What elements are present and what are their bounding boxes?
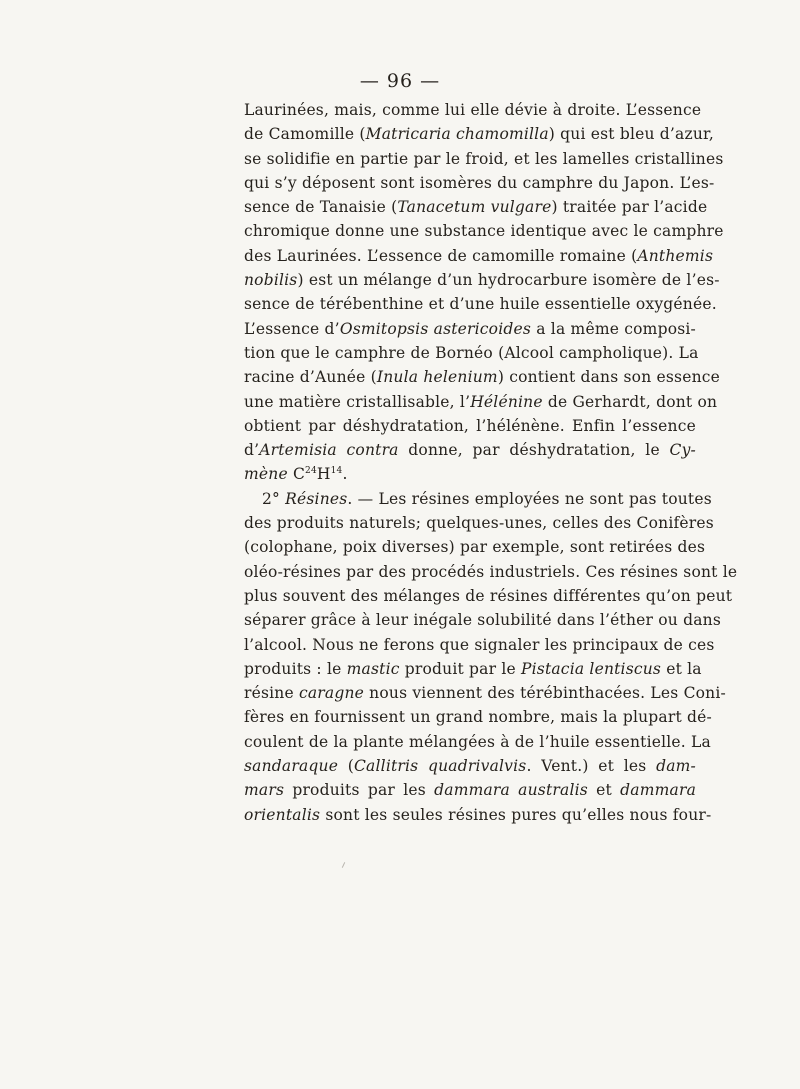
body-text [244, 98, 738, 827]
text-line: sence de Tanaisie (Tanacetum vulgare) traitée par l’acide [244, 198, 708, 217]
species-name: Tanacetum vulgare [397, 198, 552, 217]
species-name: dammara australis [434, 781, 588, 800]
text-line: de Camomille (Matricaria chamomilla) qui est bleu d’azur, [244, 125, 715, 144]
text-line: séparer grâce à leur inégale solubilité dans l’éther ou dans [244, 611, 722, 630]
compound-name: Hélénine [470, 392, 543, 411]
product-name: caragne [298, 684, 365, 703]
species-name: dammara [620, 781, 697, 800]
product-name: mars [244, 781, 285, 800]
formula-superscript: 14 [330, 466, 343, 477]
text-line: mène $C^{24}H^{14}$. [244, 465, 348, 484]
formula-superscript: 24 [305, 466, 317, 477]
text-line: une matière cristallisable, l’Hélénine de Gerhardt, dont on [244, 392, 718, 411]
text-line: résine caragne nous viennent des térébinthacées. Les Coni- [244, 684, 726, 703]
species-name: orientalis [244, 805, 321, 824]
paper-speck [342, 862, 345, 868]
text-line: orientalis sont les seules résines pures qu’elles nous four- [244, 805, 712, 824]
text-line: sence de térébenthine et d’une huile essentielle oxygénée. [244, 295, 717, 314]
species-name: Callitris quadrivalvis [354, 757, 527, 776]
species-name: Matricaria chamomilla [365, 125, 549, 144]
text-line: mars produits par les dammara australis et dammara [244, 781, 697, 800]
species-name: Osmitopsis astericoides [339, 319, 532, 338]
text-line: nobilis) est un mélange d’un hydrocarbure isomère de l’es- [244, 271, 720, 290]
text-line: se solidifie en partie par le froid, et les lamelles cristallines [244, 149, 724, 168]
text-line: chromique donne une substance identique avec le camphre [244, 222, 724, 241]
text-line: des produits naturels; quelques-unes, celles des Conifères [244, 514, 714, 533]
text-line: L’essence d’Osmitopsis astericoides a la même composi- [244, 319, 696, 338]
page-number: — 96 — [359, 70, 441, 92]
species-name: Inula helenium [376, 368, 498, 387]
product-name: mastic [346, 659, 400, 678]
text-line: racine d’Aunée (Inula helenium) contient dans son essence [244, 368, 721, 387]
text-line: (colophane, poix diverses) par exemple, sont retirées des [244, 538, 706, 557]
section-title: Résines [285, 489, 348, 508]
text-line: qui s’y déposent sont isomères du camphre du Japon. L’es- [244, 173, 715, 192]
text-line: Laurinées, mais, comme lui elle dévie à droite. L’essence [244, 101, 702, 119]
text-line: oléo-résines par des procédés industriels. Ces résines sont le [244, 562, 738, 581]
text-line: produits : le mastic produit par le Pistacia lentiscus et la [244, 659, 702, 678]
text-line: tion que le camphre de Bornéo (Alcool campholique). La [244, 343, 699, 362]
text-line: l’alcool. Nous ne ferons que signaler les principaux de ces [244, 635, 715, 654]
species-name: Pistacia lentiscus [521, 659, 662, 678]
product-name: sandaraque [244, 757, 339, 776]
species-name: Anthemis [637, 246, 714, 265]
species-name: nobilis [244, 271, 298, 290]
species-name: Artemisia contra [259, 441, 399, 460]
text-line: obtient par déshydratation, l’hélénène. Enfin l’essence [244, 416, 696, 435]
text-line: sandaraque (Callitris quadrivalvis. Vent.) et les dam- [244, 757, 696, 776]
product-name: dam- [656, 757, 696, 776]
text-line: d’Artemisia contra donne, par déshydratation, le Cy- [244, 441, 696, 460]
text-line: coulent de la plante mélangées à de l’huile essentielle. La [244, 732, 711, 751]
section-heading-line: 2° Résines. — Les résines employées ne sont pas toutes [262, 489, 712, 508]
compound-name: mène [244, 465, 288, 484]
text-line: plus souvent des mélanges de résines différentes qu’on peut [244, 586, 733, 605]
text-line: des Laurinées. L’essence de camomille romaine (Anthemis [244, 246, 714, 265]
compound-name: Cy- [669, 441, 696, 460]
text-line: fères en fournissent un grand nombre, mais la plupart dé- [244, 708, 712, 727]
